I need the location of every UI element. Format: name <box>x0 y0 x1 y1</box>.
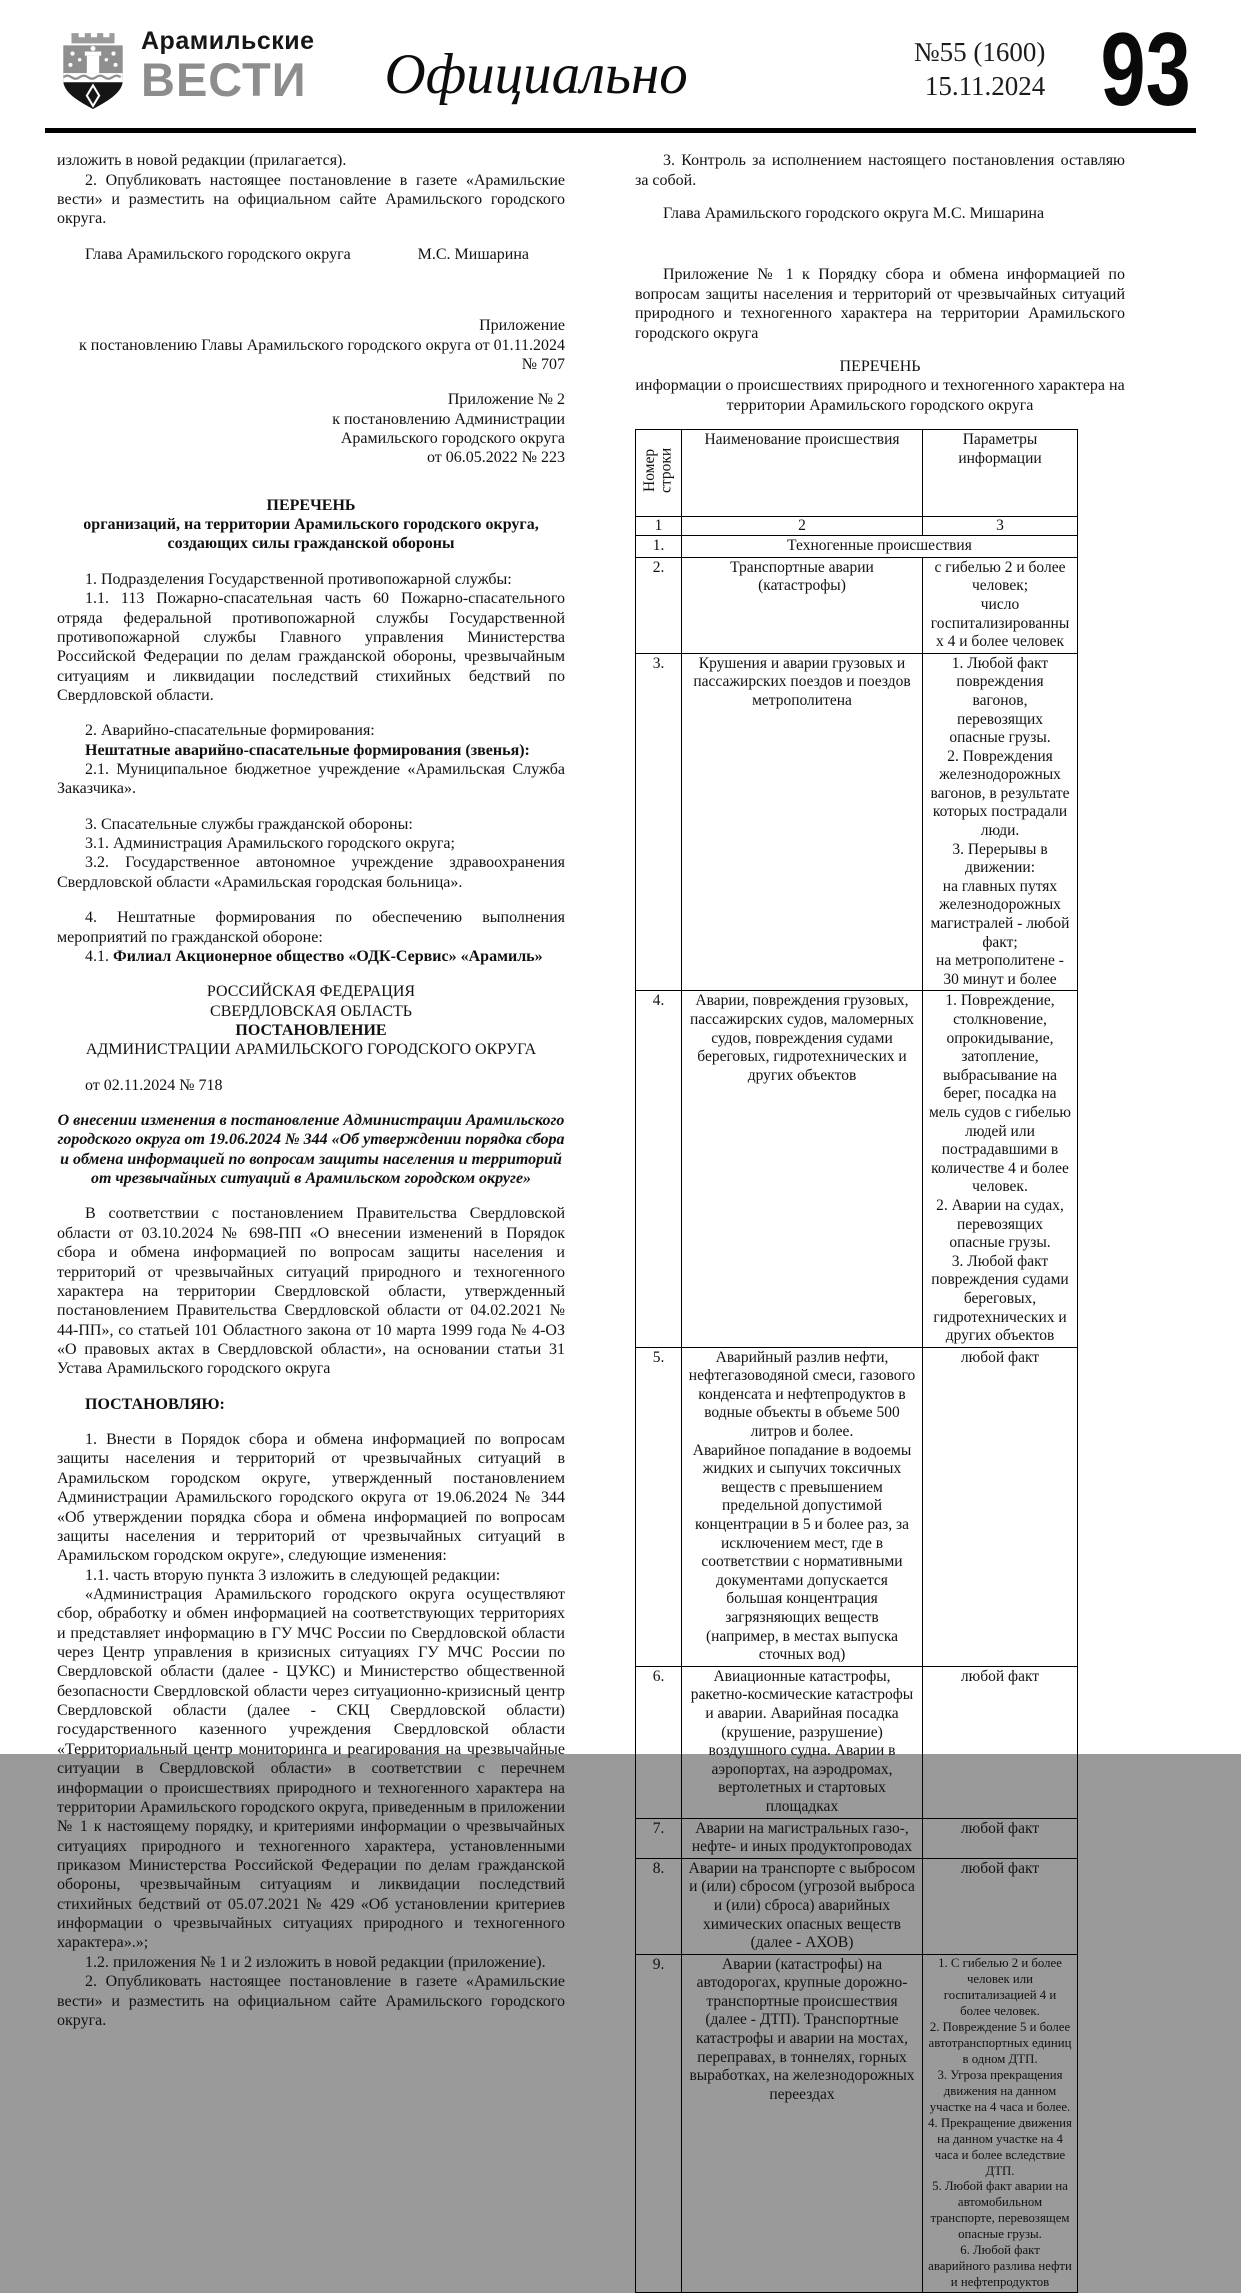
row-number-cell: 6. <box>636 1666 682 1818</box>
paragraph: Приложение № 1 к Порядку сбора и обмена информацией по вопросам защиты населения и территорий от чрезвычайных ситуаций природного и техногенного характера на территории Арамильского городского округа <box>635 266 1125 342</box>
cell-paragraph: 3. Любой факт повреждения судами береговых, гидротехнических и других объектов <box>931 1252 1069 1345</box>
incident-name-cell <box>682 1347 923 1666</box>
cell-paragraph: 6. Любой факт аварийного разлива нефти и нефтепродуктов <box>928 2243 1072 2290</box>
brand-text <box>141 27 315 107</box>
incident-name-cell <box>682 991 923 1347</box>
cell-paragraph: Аварии (катастрофы) на автодорогах, крупные дорожно-транспортные происшествия (далее - ДТП). Транспортные катастрофы и аварии на мостах, переправах, в тоннелях, горных выработках, на железнодорожных переездах <box>689 1955 915 2103</box>
table-row <box>636 536 1078 558</box>
info-params-cell <box>923 557 1078 653</box>
masthead <box>0 0 1241 128</box>
table-header-row-number-label: Номер строки <box>641 447 675 493</box>
spacer <box>57 554 565 570</box>
paragraph: 1. Внести в Порядок сбора и обмена информацией по вопросам защиты населения и территорий от чрезвычайных ситуаций в Арамильском городском округе, утвержденный постановлением Администрации Арамильского городского округа от 19.06.2024 № 344 «Об утверждении порядка сбора и обмена информацией по вопросам защиты населения и территорий от чрезвычайных ситуаций в Арамильском городском округе», следующие изменения: <box>57 1431 565 1565</box>
column-index-1: 1 <box>636 516 682 536</box>
paragraph: Приложение <box>479 317 565 335</box>
paragraph: 1.1. часть вторую пункта 3 изложить в следующей редакции: <box>85 1566 501 1584</box>
paragraph: 1.1. 113 Пожарно-спасательная часть 60 Пожарно-спасательного отряда федеральной противопожарной службы Государственной противопожарной службы Главного управления Министерства Российской Федерации по делам гражданской обороны, чрезвычайным ситуациям и ликвидации последствий стихийных бедствий по Свердловской области. <box>57 590 565 704</box>
paragraph: 3.1. Администрация Арамильского городского округа; <box>85 835 455 853</box>
incident-name-cell <box>682 1954 923 2293</box>
spacer <box>57 229 565 245</box>
heading-line: ПОСТАНОВЛЕНИЕ <box>235 1021 387 1039</box>
cell-paragraph: 4. Прекращение движения на данном участке на 4 часа и более вследствие ДТП. <box>928 2115 1072 2178</box>
column-index-3: 3 <box>923 516 1078 536</box>
issue-date: 15.11.2024 <box>924 71 1046 102</box>
right-column-text <box>635 151 1125 425</box>
left-column <box>57 151 565 2030</box>
spacer <box>57 966 565 982</box>
row-number-cell: 5. <box>636 1347 682 1666</box>
cell-paragraph: число госпитализированных 4 и более человек <box>930 595 1070 651</box>
row-number-cell: 4. <box>636 991 682 1347</box>
issue-number: №55 (1600) <box>913 37 1046 68</box>
paragraph <box>57 947 565 966</box>
page-content <box>0 133 1241 2293</box>
paragraph: Приложение № 2 <box>447 391 565 409</box>
cell-paragraph: 2. Аварии на судах, перевозящих опасные грузы. <box>936 1196 1064 1252</box>
heading-line: О внесении изменения в постановление Администрации Арамильского городского округа от 19.06.2024 № 344 «Об утверждении порядка сбора и обмена информацией по вопросам защиты населения и территорий от чрезвычайных ситуаций в Арамильском городском округе» <box>57 1112 565 1188</box>
paragraph: 2.1. Муниципальное бюджетное учреждение «Арамильская Служба Заказчика». <box>57 761 565 798</box>
signature-name: М.С. Мишарина <box>417 245 529 263</box>
cell-paragraph: Авиационные катастрофы, ракетно-космические катастрофы и аварии. Аварийная посадка (крушение, разрушение) воздушного судна. Аварии в аэропортах, на аэродромах, вертолетных и стартовых площадках <box>690 1667 914 1815</box>
table-row <box>636 991 1078 1347</box>
table-row <box>636 653 1078 991</box>
signature-title: Глава Арамильского городского округа <box>85 245 351 263</box>
paragraph: 2. Опубликовать настоящее постановление в газете «Арамильские вести» и разместить на официальном сайте Арамильского городского округа. <box>57 171 565 228</box>
paragraph: В соответствии с постановлением Правительства Свердловской области от 03.10.2024 № 698-ПП «О внесении изменений в Порядок сбора и обмена информацией по вопросам защиты населения и территорий от чрезвычайных ситуаций природного и техногенного характера на территории Свердловской области, утвержденный постановлением Правительства Свердловской области от 04.02.2021 № 44-ПП», со статьей 101 Областного закона от 10 марта 1999 года № 4-ОЗ «О правовых актах в Свердловской области», на основании статьи 31 Устава Арамильского городского округа <box>57 1205 565 1378</box>
incident-name-cell <box>682 557 923 653</box>
cell-paragraph: 1. С гибелью 2 и более человек или госпитализацией 4 и более человек. <box>938 1955 1062 2018</box>
row-number-cell: 7. <box>636 1818 682 1858</box>
cell-paragraph: любой факт <box>960 1667 1040 1685</box>
cell-paragraph: 3. Угроза прекращения движения на данном участке на 4 часа и более. <box>929 2067 1071 2114</box>
spacer <box>635 190 1125 204</box>
spacer <box>635 415 1125 425</box>
table-row <box>636 1666 1078 1818</box>
heading-line: РОССИЙСКАЯ ФЕДЕРАЦИЯ <box>206 983 416 1001</box>
paragraph: 1.2. приложения № 1 и 2 изложить в новой редакции (приложение). <box>85 1953 546 1971</box>
table-header-row-number <box>636 429 682 516</box>
cell-paragraph: с гибелью 2 и более человек; <box>934 558 1066 595</box>
table-row <box>636 1347 1078 1666</box>
heading-line: организаций, на территории Арамильского городского округа, <box>83 516 539 534</box>
cell-paragraph: любой факт <box>960 1819 1040 1837</box>
paragraph-number: 4.1. <box>85 947 113 965</box>
paragraph: 4. Нештатные формирования по обеспечению выполнения мероприятий по гражданской обороне: <box>57 909 565 946</box>
table-row <box>636 1858 1078 1954</box>
paragraph: изложить в новой редакции (прилагается). <box>57 152 347 170</box>
table-header-incident-name: Наименование происшествия <box>682 429 923 516</box>
table-row <box>636 1818 1078 1858</box>
row-number-cell: 3. <box>636 653 682 991</box>
cell-paragraph: 1. Любой факт повреждения вагонов, перевозящих опасные грузы. <box>949 654 1051 747</box>
paragraph: «Администрация Арамильского городского округа осуществляют сбор, обработку и обмен информацией на соответствующих территориях и представляет информацию в ГУ МЧС России по Свердловской области через Центр управления в кризисных ситуациях ГУ МЧС России по Свердловской области (далее - ЦУКС) и Министерство общественной безопасности Свердловской области через ситуационно-кризисный центр Свердловской области (далее - СКЦ Свердловской области) государственного казенного учреждения Свердловской области «Территориальный центр мониторинга и реагирования на чрезвычайные ситуации в Свердловской области» в соответствии с перечнем информации о происшествиях природного и техногенного характера на территории Арамильского городского округа, приведенным в приложении № 1 к настоящему порядку, и критериями информации о чрезвычайных ситуациях природного и техногенного характера, установленными приказом Министерства Российской Федерации по делам гражданской обороны, чрезвычайным ситуациям и ликвидации последствий стихийных бедствий от 05.07.2021 № 429 «Об установлении критериев информации о чрезвычайных ситуациях природного и техногенного характера».»; <box>57 1585 565 1952</box>
cell-paragraph: 3. Перерывы в движении: <box>952 840 1048 877</box>
right-column <box>635 151 1125 2293</box>
paragraph: ПОСТАНОВЛЯЮ: <box>85 1395 225 1413</box>
paragraph: от 06.05.2022 № 223 <box>426 449 565 467</box>
info-params-cell <box>923 653 1078 991</box>
cell-paragraph: любой факт <box>960 1348 1040 1366</box>
paragraph: 2. Опубликовать настоящее постановление в газете «Арамильские вести» и разместить на официальном сайте Арамильского городского округа. <box>57 1973 565 2029</box>
cell-paragraph: 2. Повреждение 5 и более автотранспортных единиц в одном ДТП. <box>928 2019 1072 2066</box>
heading-line: ПЕРЕЧЕНЬ <box>266 496 356 514</box>
spacer <box>57 892 565 908</box>
spacer <box>57 799 565 815</box>
spacer <box>57 1188 565 1204</box>
cell-paragraph: на главных путях железнодорожных магистралей - любой факт; <box>930 877 1070 951</box>
brand-name-bottom: ВЕСТИ <box>141 53 307 107</box>
spacer <box>57 374 565 390</box>
heading-line: АДМИНИСТРАЦИИ АРАМИЛЬСКОГО ГОРОДСКОГО ОКРУГА <box>85 1041 537 1059</box>
cell-paragraph: Аварийное попадание в водоемы жидких и сыпучих токсичных веществ с превышением предельной допустимой концентрации в 5 и более раз, за исключением мест, где в соответствии с нормативными документами допускается большая концентрация загрязняющих веществ (например, в местах выпуска сточных вод) <box>692 1441 912 1664</box>
info-params-cell <box>923 991 1078 1347</box>
paragraph: 1. Подразделения Государственной противопожарной службы: <box>85 570 512 588</box>
spacer <box>635 343 1125 357</box>
issue-block <box>914 36 1046 104</box>
info-params-cell <box>923 1347 1078 1666</box>
spacer <box>57 1379 565 1395</box>
info-params-cell <box>923 1666 1078 1818</box>
spacer <box>57 1060 565 1076</box>
heading-line: ПЕРЕЧЕНЬ <box>839 357 921 375</box>
cell-paragraph: 2. Повреждения железнодорожных вагонов, в результате которых пострадали люди. <box>930 747 1070 840</box>
row-number-cell: 8. <box>636 1858 682 1954</box>
info-params-cell <box>923 1858 1078 1954</box>
heading-line: СВЕРДЛОВСКАЯ ОБЛАСТЬ <box>210 1002 412 1020</box>
table-column-index-row <box>636 516 1078 536</box>
info-params-cell <box>923 1818 1078 1858</box>
paragraph: Глава Арамильского городского округа М.С. Мишарина <box>663 205 1045 223</box>
incidents-table <box>635 429 1078 2293</box>
newspaper-logo <box>57 29 315 111</box>
spacer <box>57 468 565 496</box>
heading-line: создающих силы гражданской обороны <box>167 535 455 553</box>
table-header-row <box>636 429 1078 516</box>
coat-of-arms-icon <box>57 29 129 111</box>
paragraph: 3. Контроль за исполнением настоящего постановления оставляю за собой. <box>635 152 1125 189</box>
row-number-cell: 9. <box>636 1954 682 2293</box>
row-number-cell: 2. <box>636 557 682 653</box>
category-cell: Техногенные происшествия <box>682 536 1078 558</box>
paragraph: 3. Спасательные службы гражданской обороны: <box>85 815 413 833</box>
paragraph: 2. Аварийно-спасательные формирования: <box>85 722 375 740</box>
incident-name-cell <box>682 1666 923 1818</box>
signature-line <box>57 245 565 264</box>
spacer <box>57 705 565 721</box>
page-number: 93 <box>1100 12 1191 128</box>
paragraph: к постановлению Администрации <box>332 410 565 428</box>
spacer <box>57 264 565 316</box>
organization-name: Филиал Акционерное общество «ОДК-Сервис» «Арамиль» <box>113 947 543 965</box>
section-title: Официально <box>384 42 688 106</box>
paragraph: к постановлению Главы Арамильского городского округа от 01.11.2024 <box>79 336 565 354</box>
spacer <box>57 1414 565 1430</box>
paragraph: Нештатные аварийно-спасательные формирования (звенья): <box>85 741 530 759</box>
incident-name-cell <box>682 653 923 991</box>
table-header-info-params: Параметры информации <box>923 429 1078 516</box>
cell-paragraph: на метрополитене - 30 минут и более <box>936 952 1064 988</box>
paragraph: Арамильского городского округа <box>340 429 565 447</box>
cell-paragraph: Аварии, повреждения грузовых, пассажирских судов, маломерных судов, повреждения судами береговых, гидротехнических и других объектов <box>689 992 915 1084</box>
column-index-2: 2 <box>682 516 923 536</box>
table-row <box>636 1954 1078 2293</box>
cell-paragraph: Аварии на магистральных газо-, нефте- и иных продуктопроводах <box>691 1819 913 1856</box>
cell-paragraph: Транспортные аварии (катастрофы) <box>730 558 874 595</box>
cell-paragraph: Крушения и аварии грузовых и пассажирских поездов и поездов метрополитена <box>693 654 911 709</box>
cell-paragraph: 5. Любой факт аварии на автомобильном транспорте, перевозящем опасные грузы. <box>930 2179 1070 2242</box>
row-number-cell: 1. <box>636 536 682 558</box>
paragraph: от 02.11.2024 № 718 <box>85 1076 223 1094</box>
paragraph: 3.2. Государственное автономное учреждение здравоохранения Свердловской области «Арамильская городская больница». <box>57 854 565 891</box>
table-row <box>636 557 1078 653</box>
cell-paragraph: Аварии на транспорте с выбросом и (или) сбросом (угрозой выброса и (или) сброса) аварийных химических опасных веществ (далее - АХОВ) <box>688 1859 916 1952</box>
cell-paragraph: любой факт <box>960 1859 1040 1877</box>
spacer <box>635 223 1125 265</box>
heading-line: информации о происшествиях природного и техногенного характера на территории Арамильского городского округа <box>635 377 1125 414</box>
info-params-cell <box>923 1954 1078 2293</box>
brand-name-top: Арамильские <box>141 27 315 56</box>
spacer <box>57 1095 565 1111</box>
incident-name-cell <box>682 1858 923 1954</box>
cell-paragraph: 1. Повреждение, столкновение, опрокидывание, затопление, выбрасывание на берег, посадка на мель судов с гибелью людей или пострадавшими в количестве 4 и более человек. <box>929 992 1071 1196</box>
cell-paragraph: Аварийный разлив нефти, нефтегазоводяной смеси, газового конденсата и нефтепродуктов в водные объекты в объеме 500 литров и более. <box>688 1348 916 1441</box>
paragraph: № 707 <box>521 355 565 373</box>
incident-name-cell <box>682 1818 923 1858</box>
